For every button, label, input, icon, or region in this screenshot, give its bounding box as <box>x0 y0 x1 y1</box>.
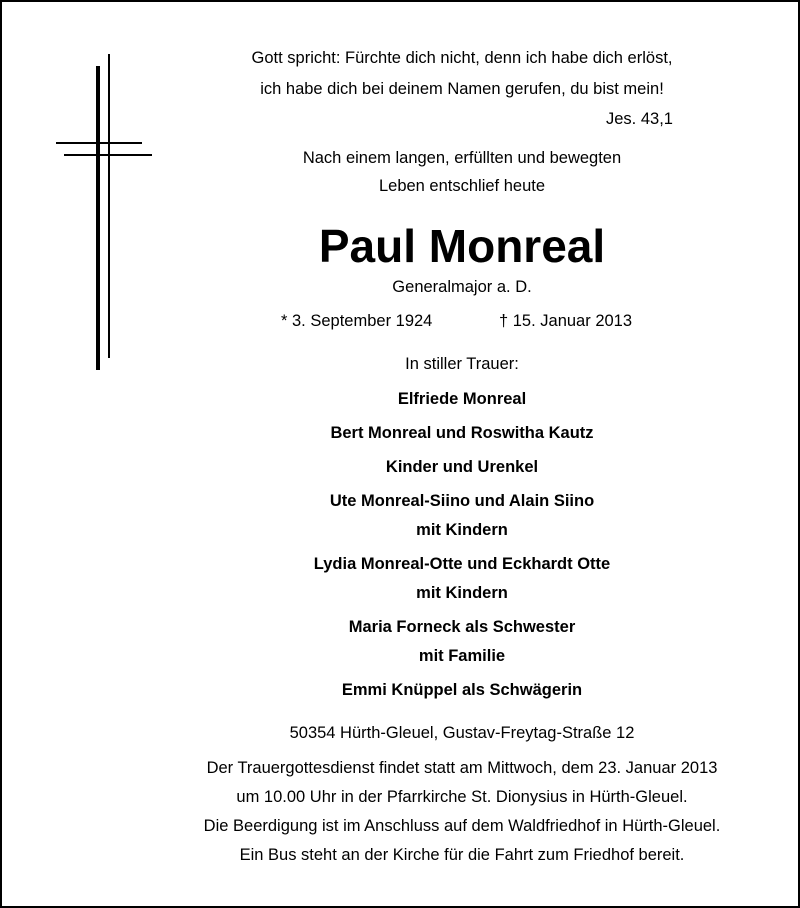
cross-vertical-bar-thick <box>96 66 100 370</box>
verse-line-1: Gott spricht: Fürchte dich nicht, denn ich habe dich erlöst, <box>251 49 673 67</box>
service-info-line: um 10.00 Uhr in der Pfarrkirche St. Dionysius in Hürth-Gleuel. <box>236 788 688 806</box>
mourner-line: mit Kindern <box>416 521 508 539</box>
deceased-name: Paul Monreal <box>318 220 606 272</box>
mourner-line: Elfriede Monreal <box>397 390 527 408</box>
cross-icon <box>56 50 156 375</box>
family-address: 50354 Hürth-Gleuel, Gustav-Freytag-Straße 12 <box>289 724 635 742</box>
mourner-line: mit Kindern <box>416 584 508 602</box>
mourner-line: Maria Forneck als Schwester <box>348 618 576 636</box>
verse-line-2: ich habe dich bei deinem Namen gerufen, du bist mein! <box>260 80 664 98</box>
service-info-line: Ein Bus steht an der Kirche für die Fahrt zum Friedhof bereit. <box>239 846 685 864</box>
mourners-heading: In stiller Trauer: <box>405 355 519 373</box>
mourner-line: Emmi Knüppel als Schwägerin <box>341 681 583 699</box>
mourner-line: Ute Monreal-Siino und Alain Siino <box>329 492 595 510</box>
intro-line-1: Nach einem langen, erfüllten und bewegten <box>302 149 622 167</box>
death-date: † 15. Januar 2013 <box>499 312 633 330</box>
cross-vertical-bar-thin <box>108 54 110 358</box>
birth-date: * 3. September 1924 <box>281 312 433 330</box>
mourner-line: mit Familie <box>418 647 506 665</box>
deceased-rank: Generalmajor a. D. <box>392 278 532 296</box>
cross-horizontal-bar-upper <box>56 142 142 144</box>
intro-line-2: Leben entschlief heute <box>378 177 546 195</box>
mourner-line: Kinder und Urenkel <box>385 458 539 476</box>
mourner-line: Lydia Monreal-Otte und Eckhardt Otte <box>313 555 611 573</box>
service-info-line: Die Beerdigung ist im Anschluss auf dem Waldfriedhof in Hürth-Gleuel. <box>203 817 721 835</box>
service-info-line: Der Trauergottesdienst findet statt am Mittwoch, dem 23. Januar 2013 <box>206 759 718 777</box>
mourner-line: Bert Monreal und Roswitha Kautz <box>330 424 594 442</box>
verse-reference: Jes. 43,1 <box>606 110 673 128</box>
cross-horizontal-bar-lower <box>64 154 152 156</box>
